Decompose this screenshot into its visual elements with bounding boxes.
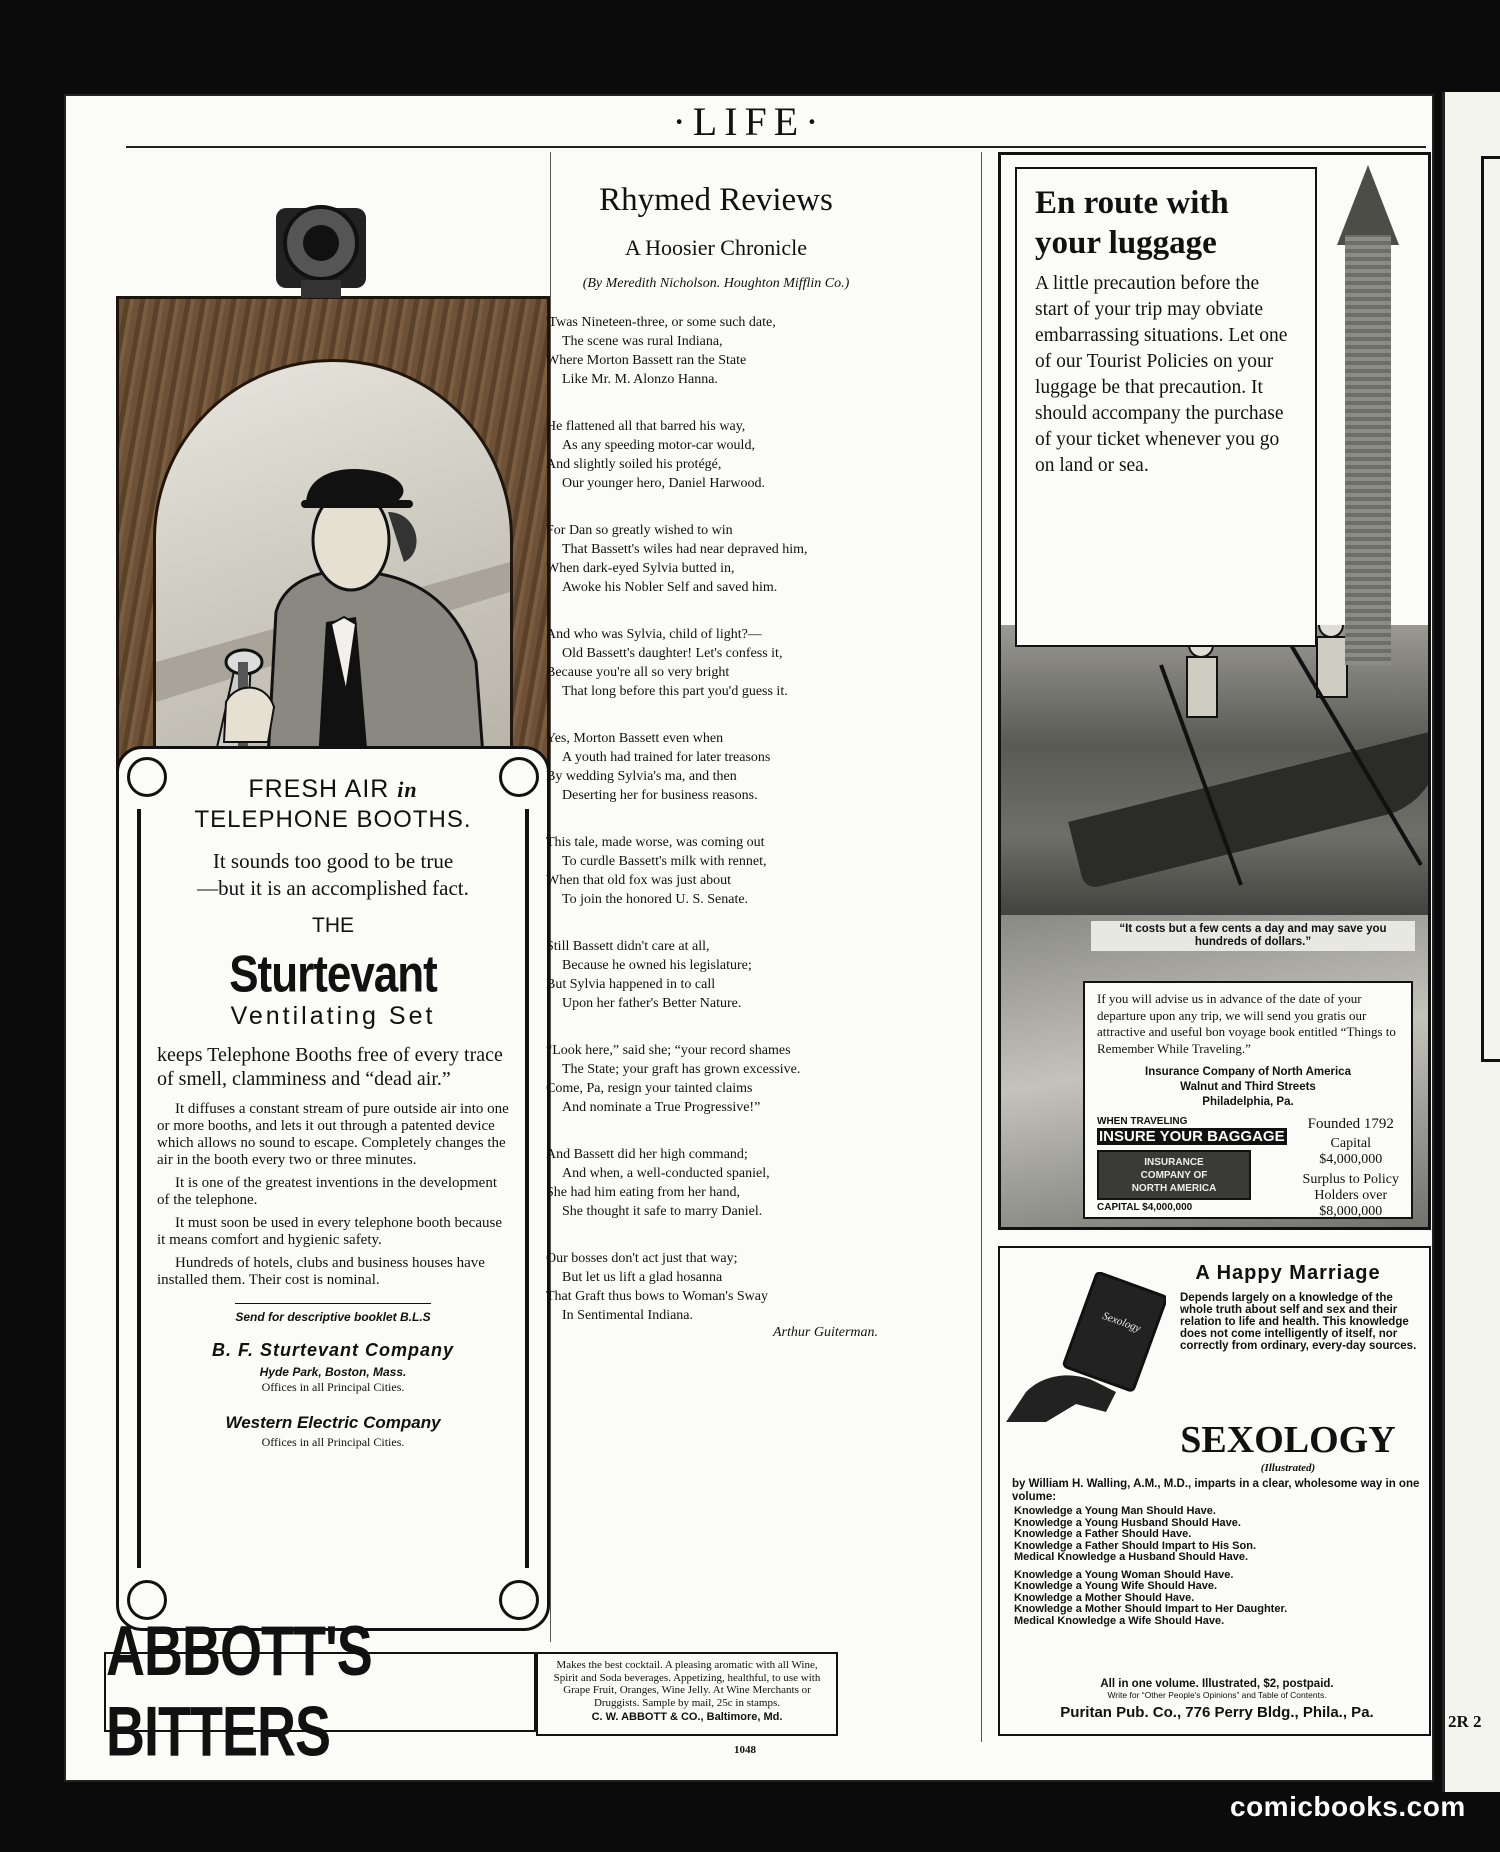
stanza: Yes, Morton Bassett even when A youth had trained for later treasons By wedding Sylvia's ma, and then Deserting her for business reasons. [546,731,771,803]
ad-closing: All in one volume. Illustrated, $2, postpaid. Write for “Other People's Opinions” and Table of Contents. [1100,1678,1334,1700]
list-item: Knowledge a Young Woman Should Have. [1014,1568,1234,1581]
sexology-ad [998,1246,1431,1736]
ad-claim: keeps Telephone Booths free of every trace of smell, clamminess and “dead air.” [157,1044,503,1090]
rhymed-reviews-column [546,158,886,1341]
booth-window-illustration [153,359,513,799]
insurer-facts: Founded 1792 Capital $4,000,000 Surplus to Policy Holders over $8,000,000 [1302,1116,1399,1219]
partner-offices: Offices in all Principal Cities. [261,1435,405,1449]
company-offices: Offices in all Principal Cities. [261,1380,405,1394]
insure-baggage-label: INSURE YOUR BAGGAGE [1099,1128,1285,1145]
column-rule-right [981,152,982,1742]
poem-byline: (By Meredith Nicholson. Houghton Mifflin Co.) [582,276,850,291]
list-item: Knowledge a Mother Should Impart to Her Daughter. [1014,1603,1288,1615]
stanza: 'Twas Nineteen-three, or some such date, The scene was rural Indiana, Where Morton Bassett ran the State Like Mr. M. Alonzo Hanna. [546,315,776,387]
booklet-offer: Send for descriptive booklet B.L.S [235,1303,430,1324]
company-name: B. F. Sturtevant Company [211,1340,455,1360]
publisher: Puritan Pub. Co., 776 Perry Bldg., Phila., Pa. [1060,1704,1374,1721]
badge-capital: CAPITAL $4,000,000 [1097,1202,1193,1213]
ad-body: It diffuses a constant stream of pure outside air into one or more booths, and lets it out through a patented device which allows no sound to escape. Completely changes the air in the booth every two or three minutes. It is one of the greatest inventions in the development of the telephone. It must soon be used in every telephone booth because it means comfort and hygienic safety. Hundreds of hotels, clubs and business houses have installed them. Their cost is nominal. [157,1101,509,1288]
ad-intro: Depends largely on a knowledge of the whole truth about self and sex and their relation to life and health. This knowledge does not come intelligently of itself, nor correctly from ordinary, every-day sources. [1180,1292,1417,1352]
illustrated-label: (Illustrated) [1260,1462,1316,1474]
page-number: 1048 [734,1744,756,1756]
book-contents-list [1014,1506,1424,1627]
insurer-badge: INSURANCE COMPANY OF NORTH AMERICA [1097,1150,1251,1200]
list-item: Medical Knowledge a Husband Should Have. [1014,1551,1249,1563]
brand-logo: Sturtevant [229,945,437,1004]
partner-company: Western Electric Company [225,1413,441,1432]
ad-headline: FRESH AIR in [248,775,418,803]
adjacent-page-label: 2R 2 [1448,1712,1482,1731]
abbotts-bitters-ad [104,1612,536,1772]
gondolier-illustration [1001,625,1431,925]
ad-the: THE [312,914,354,937]
watermark: comicbooks.com [1230,1791,1466,1822]
ventilator-fan-icon [266,188,386,298]
stanza: And Bassett did her high command; And when, a well-conducted spaniel, She had him eating from her hand, She thought it safe to marry Daniel. [546,1147,770,1219]
list-item: Knowledge a Mother Should Have. [1014,1591,1195,1604]
luggage-ad-headline-box [1015,167,1317,647]
phone-booth-illustration [116,296,550,796]
list-item: Knowledge a Father Should Have. [1014,1528,1192,1540]
stanza: Our bosses don't act just that way; But let us lift a glad hosanna That Graft thus bows to Woman's Sway In Sentimental Indiana. [546,1251,769,1323]
luggage-ad-info-box [1083,981,1413,1219]
ad-subheadline: TELEPHONE BOOTHS. [194,806,472,833]
when-traveling-label: WHEN TRAVELING [1097,1116,1188,1127]
ad-tagline: It sounds too good to be true —but it is an accomplished fact. [197,849,469,900]
stanza: Still Bassett didn't care at all, Because he owned his legislature; But Sylvia happened in to call Upon her father's Better Nature. [546,939,752,1011]
telephone-man-illustration [156,362,510,796]
ad-quote: “It costs but a few cents a day and may save you hundreds of dollars.” [1091,921,1415,951]
list-item: Knowledge a Father Should Impart to His Son. [1014,1539,1257,1552]
abbotts-copy: Makes the best cocktail. A pleasing aromatic with all Wine, Spirit and Soda beverages. Appetizing, healthful, to use with Grape Fruit, Oranges, Wine Jelly. At Wine Merchants or Druggists. Sample by mail, 25c in stamps. C. W. ABBOTT & CO., Baltimore, Md. [536,1652,838,1736]
stanza: “Look here,” said she; “your record shames The State; your graft has grown excessive. Come, Pa, resign your tainted claims And nominate a True Progressive!” [546,1043,801,1115]
magazine-page [64,94,1434,1782]
book-author: by William H. Walling, A.M., M.D., imparts in a clear, wholesome way in one volume: [1012,1478,1420,1503]
stanza: He flattened all that barred his way, As any speeding motor-car would, And slightly soiled his protégé, Our younger hero, Daniel Harwood. [546,419,765,491]
campanile-tower-illustration [1345,235,1391,665]
book-title-large: SEXOLOGY [1180,1419,1396,1461]
ad-headline: A Happy Marriage [1195,1262,1381,1284]
ad-offer: If you will advise us in advance of the date of your departure upon any trip, we will send you gratis our attractive and useful bon voyage book entitled “Things to Remember While Traveling.” [1097,991,1396,1056]
poem-subtitle: A Hoosier Chronicle [624,235,808,260]
company-address: Hyde Park, Boston, Mass. [259,1365,407,1379]
insurer-name: Insurance Company of North America Walnut and Third Streets Philadelphia, Pa. [1145,1066,1351,1108]
list-item: Knowledge a Young Husband Should Have. [1014,1516,1241,1529]
sturtevant-ad [116,746,550,1631]
masthead: ·LIFE· [672,99,826,144]
stanza: And who was Sylvia, child of light?— Old Bassett's daughter! Let's confess it, Because you're all so very bright That long before this part you'd guess it. [546,627,788,699]
abbotts-logo: ABBOTT'S BITTERS [106,1612,372,1772]
ad-copy: A little precaution before the start of your trip may obviate embarrassing situations. Let one of our Tourist Policies on your luggage be that precaution. It should accompany the purchase of your ticket whenever you go on land or sea. [1035,273,1288,476]
product-name: Ventilating Set [230,1002,436,1030]
hand-holding-book-illustration [1006,1272,1166,1422]
ad-headline: En route with your luggage [1035,185,1229,261]
top-rule [126,146,1426,148]
stanza: For Dan so greatly wished to win That Bassett's wiles had near depraved him, When dark-eyed Sylvia butted in, Awoke his Nobler Self and saved him. [546,523,808,595]
list-item: Knowledge a Young Wife Should Have. [1014,1580,1218,1592]
luggage-insurance-ad [998,152,1431,1230]
stanza: This tale, made worse, was coming out To curdle Bassett's milk with rennet, When that old fox was just about To join the honored U. S. Senate. [546,835,767,907]
poem-title: Rhymed Reviews [599,182,833,218]
abbotts-company: C. W. ABBOTT & CO., Baltimore, Md. [591,1711,783,1723]
poem-author: Arthur Guiterman. [773,1325,878,1340]
campanile-spire-illustration [1337,165,1399,245]
book-title: Sexology [1100,1309,1143,1335]
list-item: Knowledge a Young Man Should Have. [1014,1505,1216,1517]
adjacent-page-edge [1442,92,1500,1792]
list-item: Medical Knowledge a Wife Should Have. [1014,1614,1225,1627]
